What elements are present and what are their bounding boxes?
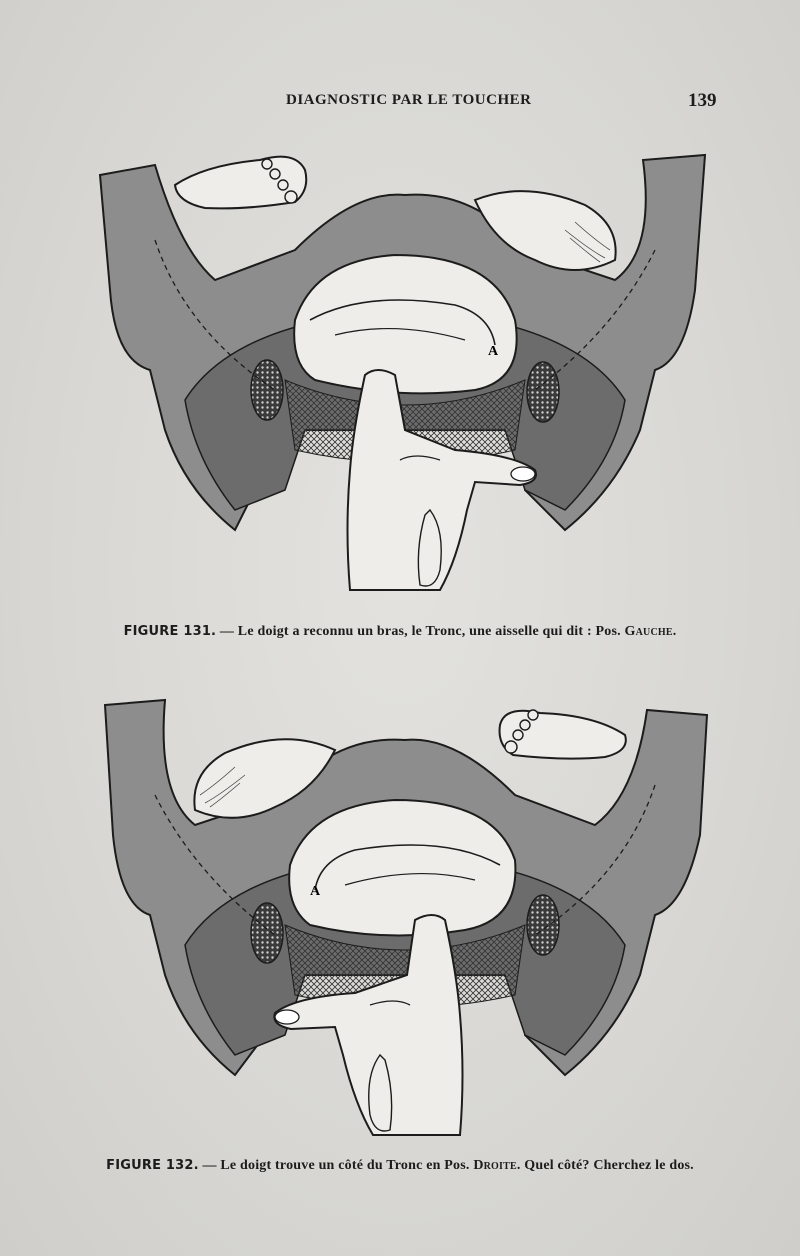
fetal-trunk (294, 255, 516, 393)
page-number: 139 (688, 90, 717, 111)
marker-a: A (310, 884, 321, 899)
figure-131-illustration (95, 130, 715, 600)
pelvis-palpation-illustration-right (95, 675, 715, 1145)
marker-a: A (488, 344, 499, 359)
caption-position: Gauche (624, 624, 673, 639)
caption-position: Droite (473, 1158, 517, 1173)
figure-label: FIGURE 132. (106, 1158, 199, 1173)
caption-text: — Le doigt a reconnu un bras, le Tronc, une aisselle qui dit : Pos. (219, 624, 625, 639)
running-head (0, 88, 800, 114)
figure-132-illustration (95, 675, 715, 1145)
caption-text: — Le doigt trouve un côté du Tronc en Pos. (202, 1158, 474, 1173)
figure-label: FIGURE 131. (123, 624, 217, 639)
figure-131-caption (0, 624, 800, 640)
caption-tail: . Quel côté? Cherchez le dos. (516, 1158, 694, 1173)
running-title: DIAGNOSTIC PAR LE TOUCHER (286, 92, 532, 108)
pelvis-palpation-illustration-left (95, 130, 715, 600)
caption-tail: . (672, 624, 677, 639)
figure-132-caption (0, 1158, 800, 1174)
fetal-trunk (289, 800, 515, 935)
